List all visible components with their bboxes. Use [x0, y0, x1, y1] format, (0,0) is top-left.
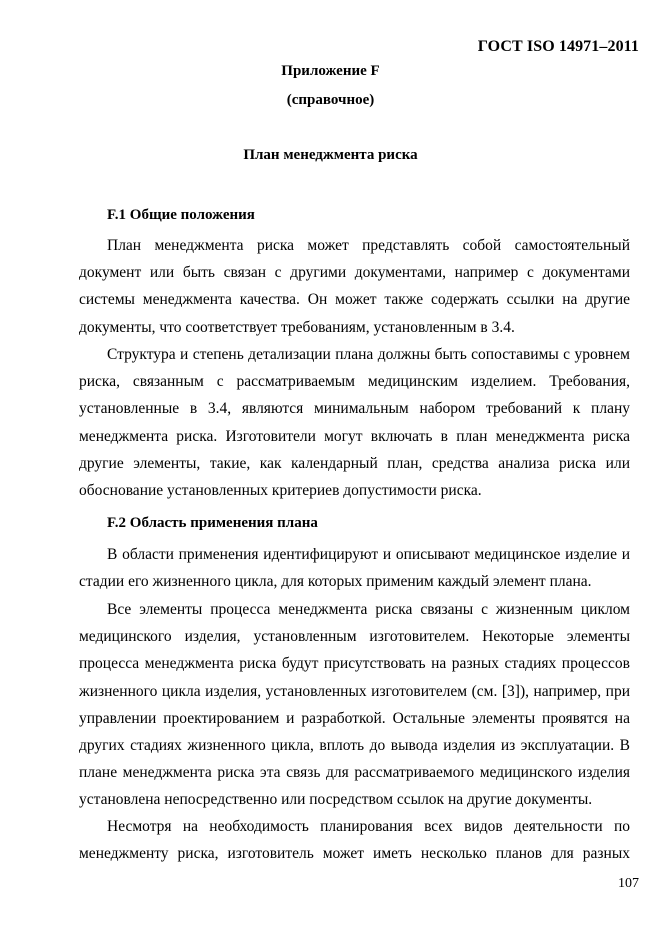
standard-code: ГОСТ ISO 14971–2011: [477, 38, 639, 55]
paragraph-f2-1: В области применения идентифицируют и описывают медицинское изделие и стадии его жизненного цикла, для которых применим каждый элемент плана.: [79, 546, 630, 591]
appendix-title: Приложение F: [281, 63, 380, 79]
section-heading-f1: F.1 Общие положения: [107, 207, 255, 223]
paragraph-f1-2: Структура и степень детализации плана должны быть сопоставимы с уровнем риска, связанным с рассматриваемым медицинским изделием. Требования, установленные в 3.4, являются минимальным набором требований к плану менеджмента риска. Изготовители могут включать в план менеджмента риска другие элементы, такие, как календарный план, средства анализа риска или обоснование установленных критериев допустимости риска.: [79, 346, 630, 500]
page-number: 107: [618, 876, 639, 891]
appendix-subtitle: (справочное): [286, 92, 375, 108]
paragraph-f2-2: Все элементы процесса менеджмента риска связаны с жизненным циклом медицинского изделия, установленным изготовителем. Некоторые элементы процесса менеджмента риска будут присутствовать на разных стадиях процессов жизненного цикла изделия, установленных изготовителем (см. [3]), например, при управлении проектированием и разработкой. Остальные элементы проявятся на других стадиях жизненного цикла, вплоть до вывода изделия из эксплуатации. В плане менеджмента риска эта связь для рассматриваемого медицинского изделия установлена непосредственно или посредством ссылок на другие документы.: [79, 601, 630, 809]
document-title: План менеджмента риска: [243, 147, 418, 163]
paragraph-f1-1: План менеджмента риска может представлять собой самостоятельный документ или быть связан с другими документами, например с документами системы менеджмента качества. Он может также содержать ссылки на другие документы, что соответствует требованиям, установленным в 3.4.: [79, 237, 630, 336]
paragraph-f2-3: Несмотря на необходимость планирования всех видов деятельности по менеджменту риска, изготовитель может иметь несколько планов для разных: [79, 818, 630, 863]
section-heading-f2: F.2 Область применения плана: [107, 515, 318, 531]
